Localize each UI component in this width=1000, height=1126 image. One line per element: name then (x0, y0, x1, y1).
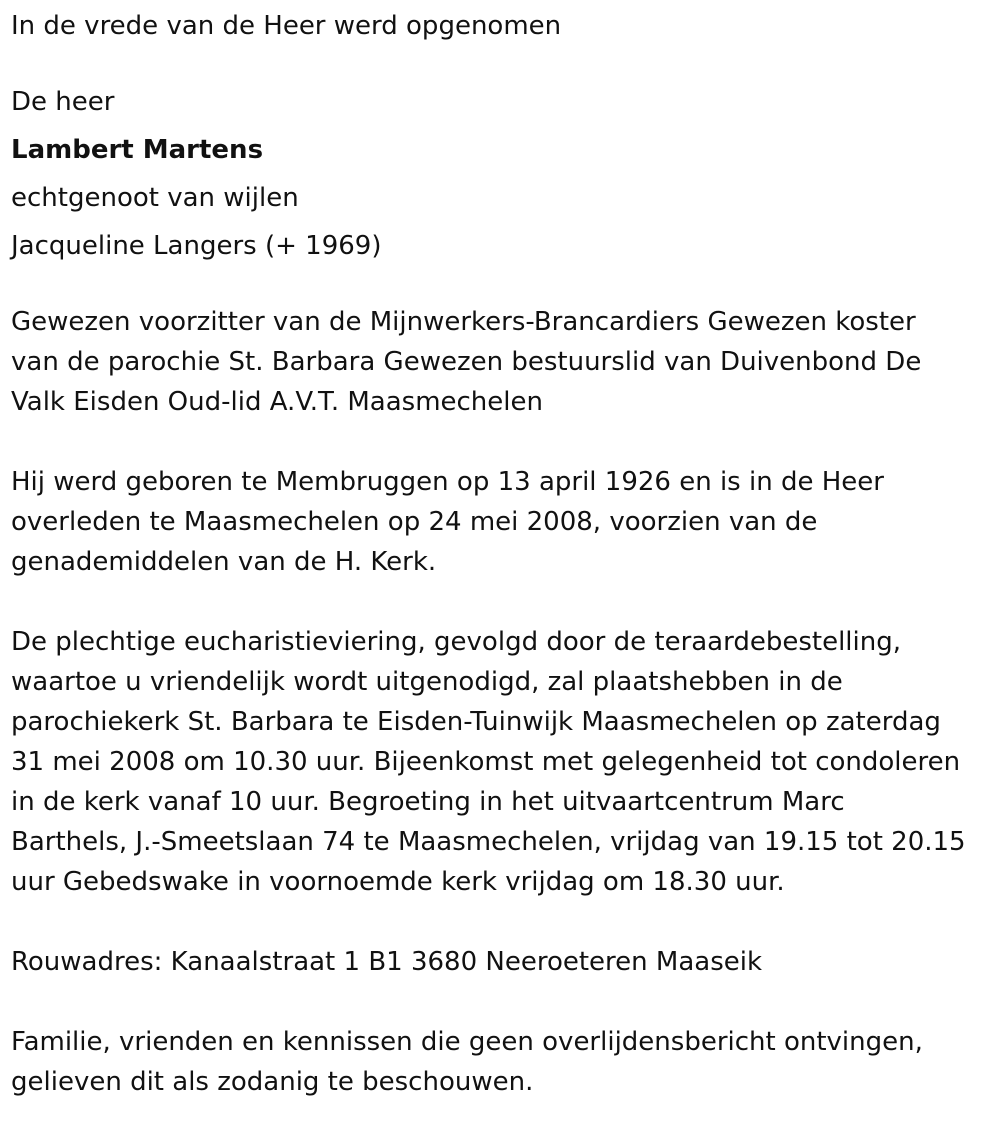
roles-paragraph (11, 302, 986, 422)
closing-paragraph (11, 1022, 986, 1102)
ceremony-line: De plechtige eucharistieviering, gevolgd door de teraardebestelling, (11, 627, 902, 657)
mourning-address: Rouwadres: Kanaalstraat 1 B1 3680 Neeroeteren Maaseik (11, 947, 763, 977)
roles-line: Valk Eisden Oud-lid A.V.T. Maasmechelen (11, 387, 543, 417)
spacer (11, 274, 986, 302)
intro-text: In de vrede van de Heer werd opgenomen (11, 11, 562, 41)
ceremony-line: 31 mei 2008 om 10.30 uur. Bijeenkomst met gelegenheid tot condoleren (11, 747, 961, 777)
deceased-name: Lambert Martens (11, 135, 264, 165)
birth-death-line: Hij werd geboren te Membruggen op 13 april 1926 en is in de Heer (11, 467, 884, 497)
ceremony-line: Barthels, J.-Smeetslaan 74 te Maasmechelen, vrijdag van 19.15 tot 20.15 (11, 827, 966, 857)
ceremony-line: in de kerk vanaf 10 uur. Begroeting in het uitvaartcentrum Marc (11, 787, 845, 817)
spacer (11, 982, 986, 1022)
ceremony-paragraph (11, 622, 986, 902)
ceremony-line: waartoe u vriendelijk wordt uitgenodigd, zal plaatshebben in de (11, 667, 843, 697)
birth-death-line: genademiddelen van de H. Kerk. (11, 547, 437, 577)
closing-line: Familie, vrienden en kennissen die geen overlijdensbericht ontvingen, (11, 1027, 923, 1057)
spacer (11, 902, 986, 942)
ceremony-line: parochiekerk St. Barbara te Eisden-Tuinwijk Maasmechelen op zaterdag (11, 707, 941, 737)
ceremony-line: uur Gebedswake in voornoemde kerk vrijdag om 18.30 uur. (11, 867, 785, 897)
spacer (11, 582, 986, 622)
salutation: De heer (11, 87, 115, 117)
spouse-name: Jacqueline Langers (+ 1969) (11, 231, 382, 261)
relation-text: echtgenoot van wijlen (11, 183, 299, 213)
birth-death-line: overleden te Maasmechelen op 24 mei 2008, voorzien van de (11, 507, 818, 537)
roles-line: van de parochie St. Barbara Gewezen bestuurslid van Duivenbond De (11, 347, 922, 377)
spacer (11, 54, 986, 82)
birth-death-paragraph (11, 462, 986, 582)
closing-line: gelieven dit als zodanig te beschouwen. (11, 1067, 534, 1097)
roles-line: Gewezen voorzitter van de Mijnwerkers-Brancardiers Gewezen koster (11, 307, 916, 337)
spacer (11, 422, 986, 462)
